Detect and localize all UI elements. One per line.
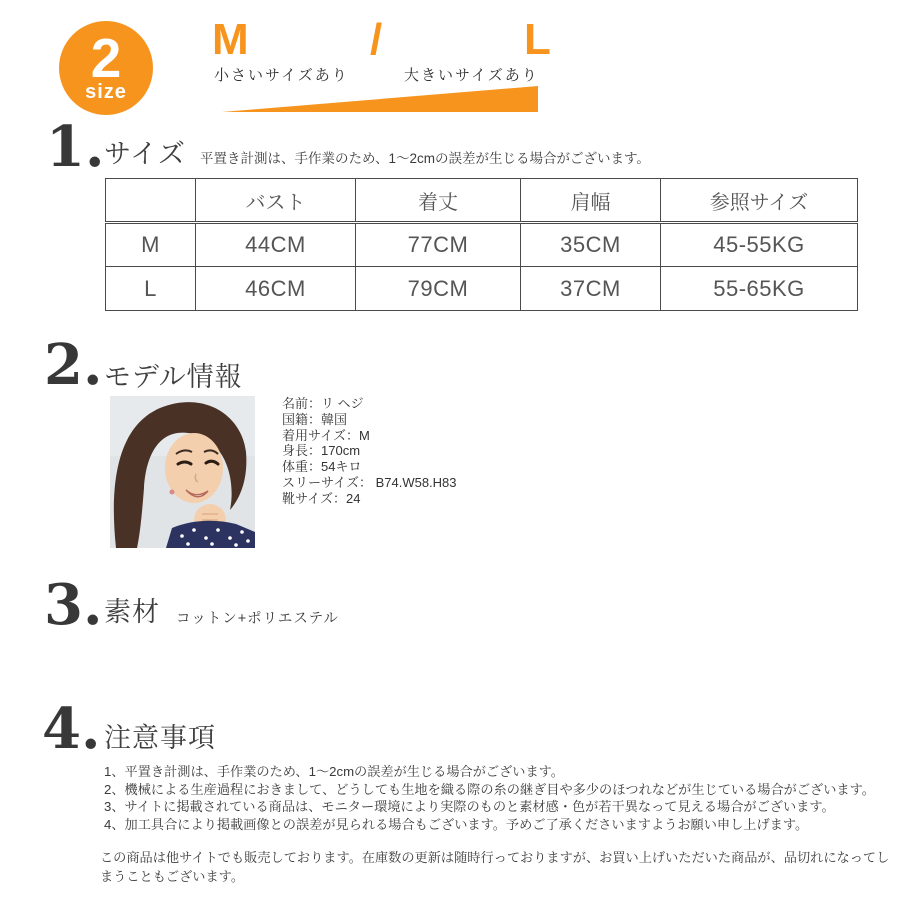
availability-note: この商品は他サイトでも販売しております。在庫数の更新は随時行っておりますが、お買い上げいただいた商品が、品切れになってしまうこともございます。 [100,850,890,884]
notice-line: 4、加工具合により掲載画像との誤差が見られる場合もございます。予めご了承くださいますようお願い申し上げます。 [104,816,809,832]
model-detail-name: 名前：リ ヘジ [282,396,364,411]
section-1-number: 1. [46,114,105,180]
size-table-cell: 35CM [521,223,661,267]
size-table-header-cell [106,179,196,223]
material-text: コットン+ポリエステル [176,611,339,627]
size-option-m: M [212,15,249,64]
size-table-cell: 77CM [356,223,521,267]
model-detail-shoe-size: 靴サイズ：24 [282,490,361,506]
section-3-title: 素材 [104,597,160,627]
size-table-cell: 79CM [356,267,521,311]
section-3-number: 3. [44,572,103,638]
size-table-row-m [106,223,858,267]
size-count-number: 2 [90,27,122,90]
size-table-cell: 44CM [196,223,356,267]
model-photo [110,396,255,548]
size-table-header-cell: 参照サイズ [661,179,858,223]
size-option-l: L [524,15,551,64]
size-scale-wedge [222,86,538,112]
size-separator: / [370,15,383,64]
size-table [105,178,858,311]
size-l-caption: 大きいサイズあり [404,67,539,84]
section-4-number: 4. [42,696,101,762]
size-count-badge [59,21,153,115]
model-detail-weight: 体重：54キロ [282,459,362,475]
size-table-cell: 45-55KG [661,223,858,267]
section-2-number: 2. [44,332,103,398]
size-table-cell: 46CM [196,267,356,311]
size-table-cell: 37CM [521,267,661,311]
size-table-row-l [106,267,858,311]
model-detail-wearing-size: 着用サイズ：M [282,427,370,443]
size-table-header-cell: 着丈 [356,179,521,223]
notice-line: 1、平置き計測は、手作業のため、1～2cmの誤差が生じる場合がございます。 [104,764,564,779]
notice-line: 2、機械による生産過程におきまして、どうしても生地を織る際の糸の継ぎ目や多少のほつれなどが生じている場合がございます。 [104,781,875,797]
size-table-header-cell: 肩幅 [521,179,661,223]
size-table-cell: 55-65KG [661,267,858,311]
section-2-title: モデル情報 [104,362,243,392]
section-1-title: サイズ [104,139,186,169]
model-detail-nationality: 国籍：韓国 [282,411,348,427]
size-table-header-cell: バスト [196,179,356,223]
size-table-cell: M [106,223,196,267]
section-4-title: 注意事項 [104,723,216,753]
size-m-caption: 小さいサイズあり [214,67,349,84]
size-table-header-row [106,179,858,223]
model-detail-height: 身長：170cm [282,443,361,459]
model-detail-measurements: スリーサイズ： B74.W58.H83 [282,474,457,490]
size-table-cell: L [106,267,196,311]
size-measure-note: 平置き計測は、手作業のため、1～2cmの誤差が生じる場合がございます。 [200,151,650,166]
model-details [282,396,457,507]
size-count-label: size [85,80,127,103]
notice-list [104,763,875,833]
notice-line: 3、サイトに掲載されている商品は、モニター環境により実際のものと素材感・色が若干異なって見える場合がございます。 [104,799,835,815]
